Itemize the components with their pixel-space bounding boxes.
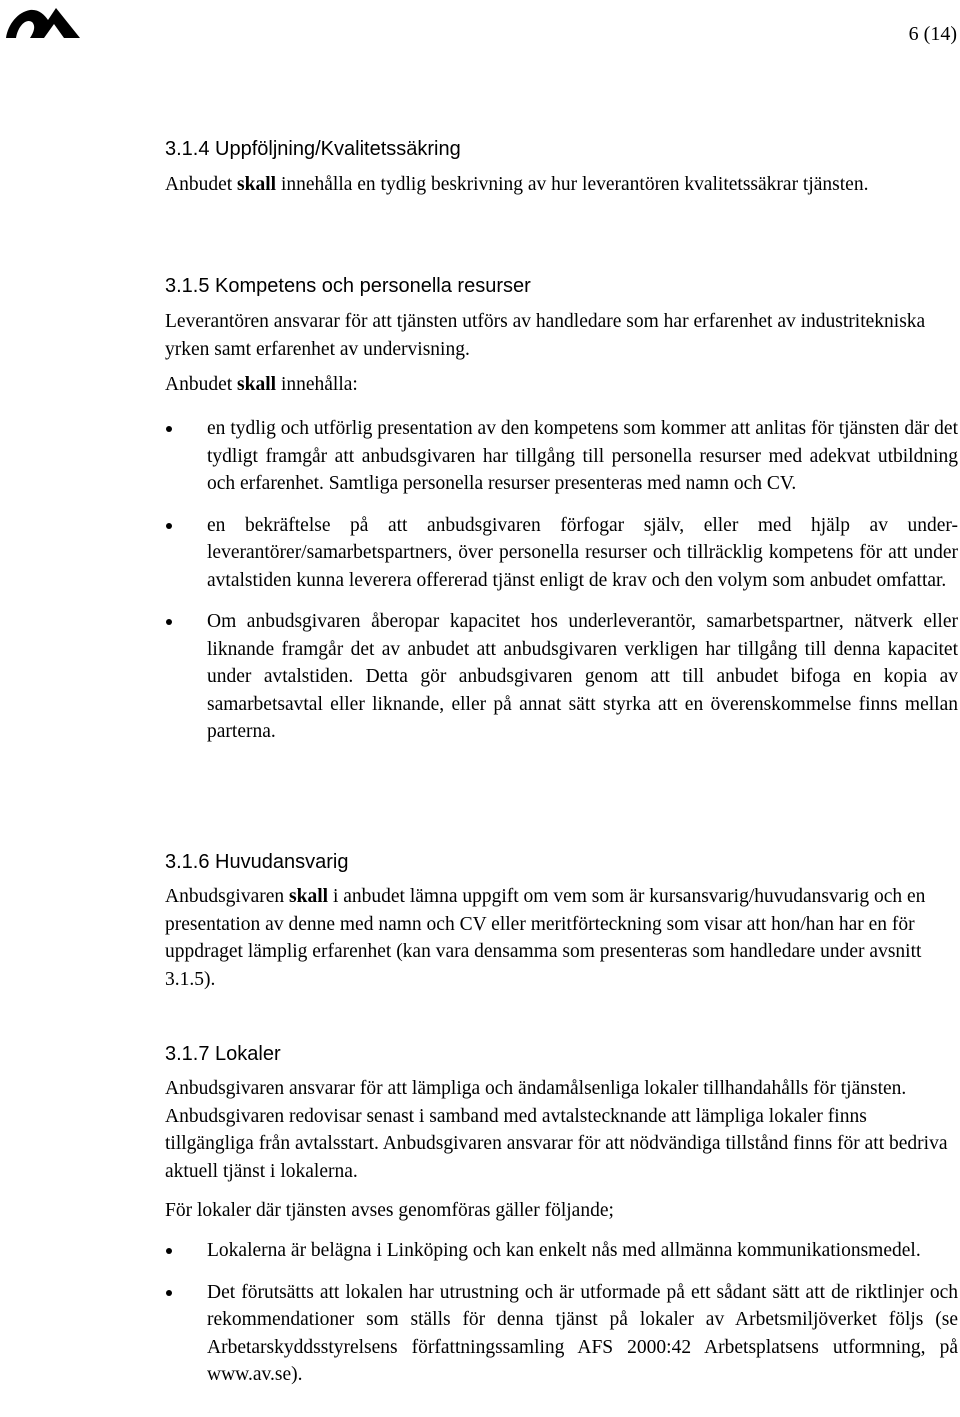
bullet-icon [166,619,172,625]
bullet-icon [166,523,172,529]
section-3-1-5-paragraph-1: Leverantören ansvarar för att tjänsten utförs av handledare som har erfarenhet av industritekniska yrken samt erfarenhet av undervisning. [165,311,926,360]
list-item: en bekräftelse på att anbudsgivaren förfogar själv, eller med hjälp av under-leverantörer/samarbetspartners, över personella resurser och tillräcklig kompetens för att under avtalstiden kunna leverera offererad tjänst enligt de krav och den volym som anbudet omfattar. [0,512,958,595]
company-logo-icon [4,4,82,40]
list-item: en tydlig och utförlig presentation av den kompetens som kommer att anlitas för tjänsten där det tydligt framgår att anbudsgivaren har tillgång till personella resurser med adekvat utbildning och erfarenhet. Samtliga personella resurser presenteras med namn och CV. [0,415,958,498]
section-3-1-5-bullet-list [0,415,958,746]
section-heading-3-1-4: 3.1.4 Uppföljning/Kvalitetssäkring [165,138,461,160]
section-3-1-7-paragraph-1: Anbudsgivaren ansvarar för att lämpliga och ändamålsenliga lokaler tillhandahålls för tjänsten. Anbudsgivaren redovisar senast i samband med avtalstecknande att lämpliga lokaler finns tillgängliga från avtalsstart. Anbudsgivaren ansvarar för att nödvändiga tillstånd finns för att bedriva aktuell tjänst i lokalerna. [165,1078,948,1182]
section-heading-3-1-5: 3.1.5 Kompetens och personella resurser [165,275,531,297]
section-3-1-5-paragraph-2: Anbudet skall innehålla: [165,374,358,395]
section-3-1-4-paragraph: Anbudet skall innehålla en tydlig beskrivning av hur leverantören kvalitetssäkrar tjänsten. [165,174,869,195]
section-heading-3-1-7: 3.1.7 Lokaler [165,1043,281,1065]
list-item: Det förutsätts att lokalen har utrustning och är utformade på ett sådant sätt att de riktlinjer och rekommendationer som ställs för denna tjänst på lokaler av Arbetsmiljöverket följs (se Arbetarskyddsstyrelsens författningssamling AFS 2000:42 Arbetsplatsens utformning, på www.av.se). [0,1279,958,1389]
page-number: 6 (14) [908,23,957,45]
bullet-icon [166,1290,172,1296]
section-3-1-7-paragraph-2: För lokaler där tjänsten avses genomföras gäller följande; [165,1200,614,1221]
list-item: Om anbudsgivaren åberopar kapacitet hos underleverantör, samarbetspartner, nätverk eller liknande framgår det av anbudet att anbudsgivaren verkligen har tillgång till denna kapacitet under avtalstiden. Detta gör anbudsgivaren genom att till anbudet bifoga en kopia av samarbetsavtal eller liknande, eller på annat sätt styrka att en överenskommelse finns mellan parterna. [0,608,958,746]
bullet-icon [166,1248,172,1254]
list-item: Lokalerna är belägna i Linköping och kan enkelt nås med allmänna kommunikationsmedel. [0,1237,958,1265]
section-heading-3-1-6: 3.1.6 Huvudansvarig [165,851,349,873]
section-3-1-6-paragraph: Anbudsgivaren skall i anbudet lämna uppgift om vem som är kursansvarig/huvudansvarig och en presentation av denne med namn och CV eller meritförteckning som visar att hon/han har en för uppdraget lämplig erfarenhet (kan vara densamma som presenteras som handledare under avsnitt 3.1.5). [165,886,926,990]
bullet-icon [166,426,172,432]
section-3-1-7-bullet-list [0,1237,958,1389]
